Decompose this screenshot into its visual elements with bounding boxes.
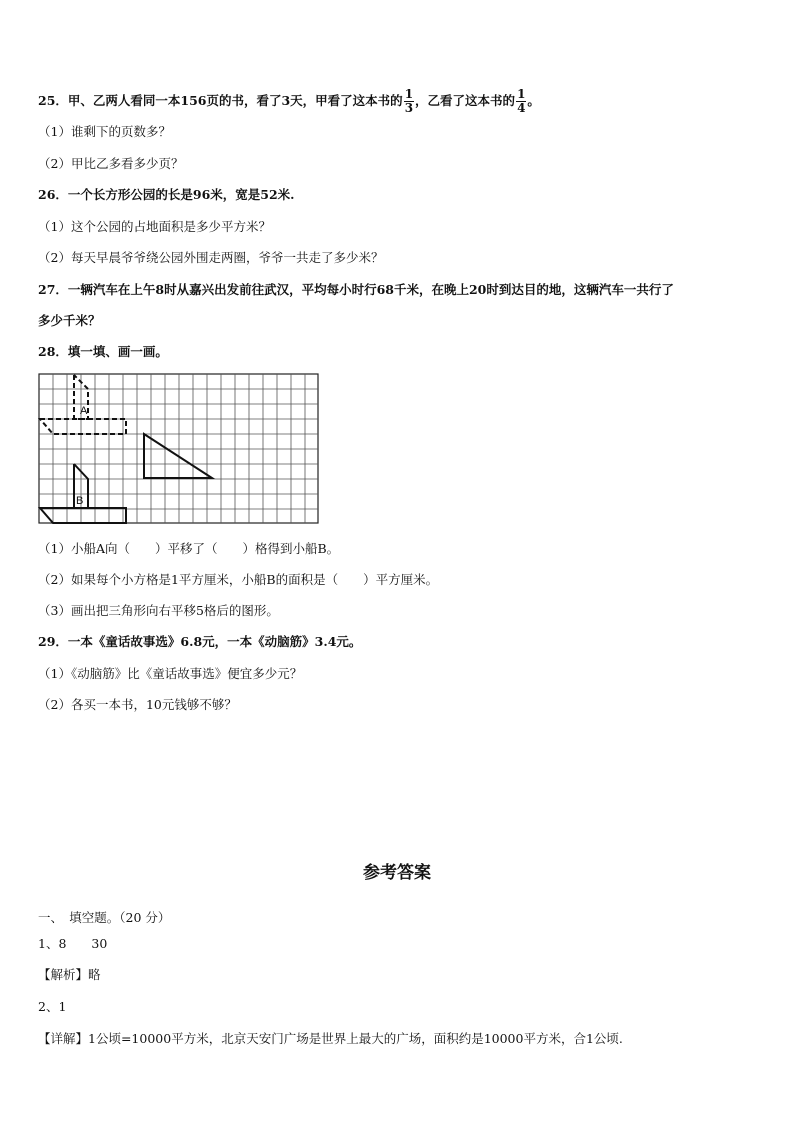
grid-figure	[38, 373, 320, 525]
q29-sub1: （1）《动脑筋》比《童话故事选》便宜多少元？	[38, 666, 303, 681]
fraction-one-third: $\frac{1}{3}$	[404, 87, 414, 115]
q25-stem-a: 25．甲、乙两人看同一本156页的书，看了3天，甲看了这本书的	[38, 93, 403, 108]
q28-sub3: （3）画出把三角形向右平移5格后的图形。	[38, 603, 279, 618]
q25-stem	[38, 88, 540, 115]
boat-b-label: B	[76, 495, 84, 507]
q25-stem-c: 。	[527, 93, 540, 108]
q28-sub1: （1）小船A向（ ）平移了（ ）格得到小船B。	[38, 541, 340, 556]
q27-stem-line1: 27．一辆汽车在上午8时从嘉兴出发前往武汉，平均每小时行68千米，在晚上20时到达目的地，这辆汽车一共行了	[38, 282, 674, 297]
q27-stem-line2: 多少千米？	[38, 313, 101, 328]
q28-stem: 28．填一填、画一画。	[38, 344, 168, 359]
q26-sub1: （1）这个公园的占地面积是多少平方米？	[38, 219, 271, 234]
triangle	[144, 434, 212, 478]
answers-section1: 一、 填空题。（20 分）	[38, 910, 171, 925]
answer-1-note: 【解析】略	[38, 967, 101, 982]
fraction-one-quarter: $\frac{1}{4}$	[517, 87, 526, 115]
q25-stem-b: ，乙看了这本书的	[415, 93, 516, 108]
q26-stem: 26．一个长方形公园的长是96米，宽是52米.	[38, 187, 295, 202]
answer-2-note: 【详解】1公顷=10000平方米，北京天安门广场是世界上最大的广场，面积约是10000平方米，合1公顷.	[38, 1031, 623, 1046]
answer-1: 1、8 30	[38, 936, 108, 951]
q28-sub2: （2）如果每个小方格是1平方厘米，小船B的面积是（ ）平方厘米。	[38, 572, 439, 587]
answer-2: 2、1	[38, 999, 67, 1014]
q26-sub2: （2）每天早晨爷爷绕公园外围走两圈，爷爷一共走了多少米？	[38, 250, 384, 265]
boat-a-label: A	[80, 405, 88, 417]
q25-sub1: （1）谁剩下的页数多？	[38, 124, 171, 139]
q25-sub2: （2）甲比乙多看多少页？	[38, 156, 184, 171]
q29-stem: 29．一本《童话故事选》6.8元，一本《动脑筋》3.4元。	[38, 634, 362, 649]
q29-sub2: （2）各买一本书，10元钱够不够？	[38, 697, 237, 712]
answers-heading: 参考答案	[363, 863, 431, 883]
